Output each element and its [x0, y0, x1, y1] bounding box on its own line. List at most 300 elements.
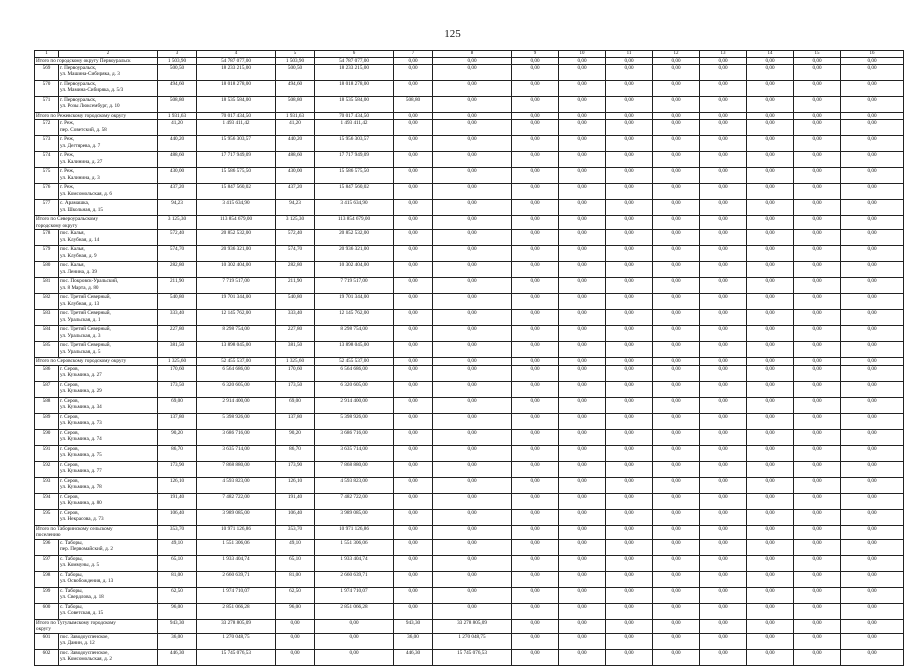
value-cell: 0,00: [653, 262, 700, 278]
value-cell: 0,00: [700, 509, 747, 525]
row-number: 577: [35, 200, 59, 216]
value-cell: 0,00: [653, 555, 700, 571]
value-cell: 0,00: [700, 397, 747, 413]
value-cell: 0,00: [394, 477, 433, 493]
value-cell: 0,00: [700, 168, 747, 184]
value-cell: 0,00: [700, 381, 747, 397]
value-cell: 15 847 560,02: [197, 184, 276, 200]
value-cell: 0,00: [653, 381, 700, 397]
value-cell: 106,40: [158, 509, 197, 525]
value-cell: 0,00: [747, 358, 794, 365]
value-cell: 0,00: [606, 342, 653, 358]
value-cell: 943,30: [158, 619, 197, 633]
column-number-row: [35, 51, 904, 58]
value-cell: 2 660 639,71: [315, 571, 394, 587]
value-cell: 211,90: [158, 278, 197, 294]
value-cell: 0,00: [653, 278, 700, 294]
value-cell: 62,50: [158, 587, 197, 603]
total-label: [35, 525, 158, 539]
total-row: [35, 358, 904, 365]
value-cell: 0,00: [394, 184, 433, 200]
value-cell: 0,00: [606, 278, 653, 294]
address-street: ул. Свердлова, д. 18: [60, 593, 104, 600]
address-street: ул. Кузьмина, д. 75: [60, 451, 102, 458]
table-row: [35, 168, 904, 184]
value-cell: 3 415 634,90: [315, 200, 394, 216]
total-label-line: Итого по Североуральскому: [36, 216, 99, 223]
value-cell: 0,00: [606, 97, 653, 113]
address-street: ул. 8 Марта, д. 80: [60, 284, 99, 291]
value-cell: 0,00: [394, 246, 433, 262]
value-cell: 0,00: [433, 397, 512, 413]
value-cell: 0,00: [559, 246, 606, 262]
value-cell: 1 270 048,75: [197, 633, 276, 649]
value-cell: 0,00: [394, 262, 433, 278]
value-cell: 52 455 537,00: [197, 358, 276, 365]
value-cell: 282,80: [158, 262, 197, 278]
row-number: 601: [35, 633, 59, 649]
table-row: [35, 413, 904, 429]
value-cell: 70 017 434,50: [315, 113, 394, 120]
value-cell: 0,00: [794, 539, 841, 555]
value-cell: 4 593 823,00: [315, 477, 394, 493]
value-cell: 1 933 404,74: [197, 555, 276, 571]
value-cell: 0,00: [747, 184, 794, 200]
value-cell: 0,00: [747, 555, 794, 571]
value-cell: 0,00: [841, 429, 904, 445]
address-locality: пос. Третий Северный,: [60, 326, 111, 333]
value-cell: 0,00: [747, 619, 794, 633]
value-cell: 0,00: [559, 493, 606, 509]
value-cell: 0,00: [606, 152, 653, 168]
value-cell: 69,00: [276, 397, 315, 413]
value-cell: 0,00: [700, 310, 747, 326]
value-cell: 0,00: [700, 65, 747, 81]
value-cell: 0,00: [747, 429, 794, 445]
value-cell: 0,00: [747, 397, 794, 413]
address-street: ул. Машина-Сибиряка, д. 3: [60, 71, 120, 78]
value-cell: 0,00: [841, 649, 904, 665]
value-cell: 0,00: [433, 120, 512, 136]
address-cell: [59, 246, 158, 262]
value-cell: 15 745 076,53: [197, 649, 276, 665]
value-cell: 0,00: [794, 445, 841, 461]
address-cell: [59, 509, 158, 525]
value-cell: 113 854 679,00: [315, 216, 394, 230]
value-cell: 0,00: [794, 246, 841, 262]
table-row: [35, 294, 904, 310]
value-cell: 15 956 303,57: [315, 136, 394, 152]
value-cell: 3 686 716,00: [197, 429, 276, 445]
row-number: 591: [35, 445, 59, 461]
value-cell: 0,00: [512, 326, 559, 342]
value-cell: 0,00: [747, 81, 794, 97]
value-cell: 508,80: [158, 97, 197, 113]
value-cell: 0,00: [559, 200, 606, 216]
value-cell: 0,00: [700, 326, 747, 342]
value-cell: 0,00: [794, 200, 841, 216]
row-number: 573: [35, 136, 59, 152]
value-cell: 17 717 949,09: [197, 152, 276, 168]
value-cell: 3 415 634,90: [197, 200, 276, 216]
address-locality: г. Серов,: [60, 493, 79, 500]
value-cell: 0,00: [700, 120, 747, 136]
value-cell: 0,00: [512, 461, 559, 477]
value-cell: 0,00: [653, 230, 700, 246]
value-cell: 0,00: [512, 136, 559, 152]
value-cell: 0,00: [606, 216, 653, 230]
value-cell: 0,00: [559, 619, 606, 633]
address-locality: пос. Калья,: [60, 262, 85, 269]
table-row: [35, 477, 904, 493]
value-cell: 0,00: [512, 649, 559, 665]
value-cell: 0,00: [606, 603, 653, 619]
value-cell: 1 493 411,42: [197, 120, 276, 136]
value-cell: 0,00: [394, 603, 433, 619]
value-cell: 508,80: [276, 97, 315, 113]
value-cell: 69,00: [158, 397, 197, 413]
value-cell: 126,10: [158, 477, 197, 493]
address-cell: [59, 168, 158, 184]
column-number: 13: [700, 51, 747, 58]
value-cell: 106,40: [276, 509, 315, 525]
value-cell: 10 302 404,00: [315, 262, 394, 278]
value-cell: 137,80: [158, 413, 197, 429]
value-cell: 41,20: [158, 120, 197, 136]
column-number: 12: [653, 51, 700, 58]
value-cell: 170,60: [276, 365, 315, 381]
value-cell: 488,60: [158, 152, 197, 168]
value-cell: 0,00: [794, 152, 841, 168]
value-cell: 0,00: [841, 294, 904, 310]
value-cell: 0,00: [394, 381, 433, 397]
column-number: 15: [794, 51, 841, 58]
value-cell: 0,00: [512, 493, 559, 509]
value-cell: 0,00: [606, 477, 653, 493]
column-number: 16: [841, 51, 904, 58]
address-locality: г. Серов,: [60, 429, 79, 436]
value-cell: 0,00: [794, 525, 841, 539]
value-cell: 1 270 048,75: [433, 633, 512, 649]
table-row: [35, 571, 904, 587]
value-cell: 0,00: [700, 136, 747, 152]
value-cell: 0,00: [841, 200, 904, 216]
value-cell: 0,00: [747, 603, 794, 619]
row-number: 594: [35, 493, 59, 509]
value-cell: 437,20: [276, 184, 315, 200]
value-cell: 0,00: [433, 184, 512, 200]
value-cell: 0,00: [700, 571, 747, 587]
value-cell: 0,00: [841, 310, 904, 326]
value-cell: 0,00: [606, 81, 653, 97]
row-number: 583: [35, 310, 59, 326]
table-row: [35, 200, 904, 216]
value-cell: 0,00: [512, 120, 559, 136]
address-cell: [59, 381, 158, 397]
address-street: ул. Уральская, д. 1: [60, 316, 101, 323]
value-cell: 0,00: [841, 278, 904, 294]
value-cell: 0,00: [653, 603, 700, 619]
value-cell: 7 482 722,00: [197, 493, 276, 509]
value-cell: 0,00: [512, 184, 559, 200]
value-cell: 0,00: [794, 342, 841, 358]
value-cell: 0,00: [653, 168, 700, 184]
value-cell: 0,00: [559, 571, 606, 587]
address-locality: г. Реж,: [60, 120, 75, 127]
address-cell: [59, 136, 158, 152]
value-cell: 0,00: [559, 97, 606, 113]
address-locality: с. Арамашка,: [60, 200, 90, 207]
value-cell: 81,00: [158, 571, 197, 587]
value-cell: 0,00: [559, 326, 606, 342]
value-cell: 0,00: [394, 509, 433, 525]
address-locality: г. Серов,: [60, 461, 79, 468]
value-cell: 0,00: [794, 310, 841, 326]
value-cell: 173,90: [158, 461, 197, 477]
value-cell: 13 898 045,00: [197, 342, 276, 358]
value-cell: 0,00: [700, 246, 747, 262]
value-cell: 0,00: [794, 619, 841, 633]
value-cell: 0,00: [559, 413, 606, 429]
value-cell: 10 302 404,00: [197, 262, 276, 278]
value-cell: 227,80: [276, 326, 315, 342]
address-locality: пос. Калья,: [60, 246, 85, 253]
value-cell: 0,00: [700, 649, 747, 665]
value-cell: 0,00: [841, 58, 904, 65]
table-body: [35, 51, 904, 666]
value-cell: 0,00: [841, 246, 904, 262]
value-cell: 0,00: [794, 461, 841, 477]
value-cell: 0,00: [841, 216, 904, 230]
value-cell: 173,90: [276, 461, 315, 477]
value-cell: 0,00: [747, 461, 794, 477]
address-cell: [59, 461, 158, 477]
value-cell: 0,00: [700, 81, 747, 97]
value-cell: 0,00: [512, 619, 559, 633]
value-cell: 6 564 686,00: [315, 365, 394, 381]
value-cell: 227,80: [158, 326, 197, 342]
value-cell: 0,00: [606, 633, 653, 649]
value-cell: 0,00: [559, 136, 606, 152]
value-cell: 0,00: [433, 113, 512, 120]
value-cell: 0,00: [700, 525, 747, 539]
value-cell: 0,00: [794, 113, 841, 120]
value-cell: 0,00: [559, 65, 606, 81]
value-cell: 0,00: [747, 649, 794, 665]
column-number: 3: [158, 51, 197, 58]
value-cell: 137,80: [276, 413, 315, 429]
value-cell: 3 635 714,00: [197, 445, 276, 461]
row-number: 581: [35, 278, 59, 294]
address-street: ул. Кузьмина, д. 78: [60, 483, 102, 490]
value-cell: 1 503,90: [158, 58, 197, 65]
address-street: ул. Клубная, д. 9: [60, 252, 97, 259]
value-cell: 0,00: [606, 493, 653, 509]
value-cell: 0,00: [433, 413, 512, 429]
value-cell: 282,80: [276, 262, 315, 278]
value-cell: 0,00: [841, 603, 904, 619]
value-cell: 0,00: [841, 555, 904, 571]
value-cell: 0,00: [433, 168, 512, 184]
address-cell: [59, 555, 158, 571]
value-cell: 0,00: [559, 168, 606, 184]
value-cell: 0,00: [653, 633, 700, 649]
value-cell: 126,10: [276, 477, 315, 493]
value-cell: 18 535 584,00: [197, 97, 276, 113]
value-cell: 113 854 679,00: [197, 216, 276, 230]
value-cell: 0,00: [433, 445, 512, 461]
value-cell: 0,00: [700, 493, 747, 509]
value-cell: 12 145 762,00: [315, 310, 394, 326]
value-cell: 49,10: [276, 539, 315, 555]
value-cell: 18 018 278,00: [315, 81, 394, 97]
value-cell: 494,60: [276, 81, 315, 97]
value-cell: 1 325,60: [158, 358, 197, 365]
total-label-line: поселению: [36, 531, 61, 538]
value-cell: 173,50: [276, 381, 315, 397]
value-cell: 15 745 076,53: [433, 649, 512, 665]
address-cell: [59, 587, 158, 603]
address-street: ул. Калинина, д. 27: [60, 158, 103, 165]
value-cell: 3 989 085,00: [197, 509, 276, 525]
value-cell: 10 971 126,86: [315, 525, 394, 539]
column-number: 14: [747, 51, 794, 58]
value-cell: 0,00: [394, 493, 433, 509]
value-cell: 0,00: [841, 113, 904, 120]
row-number: 575: [35, 168, 59, 184]
address-locality: г. Первоуральск,: [60, 97, 97, 104]
value-cell: 0,00: [559, 81, 606, 97]
value-cell: 2 851 066,28: [197, 603, 276, 619]
value-cell: 96,00: [158, 603, 197, 619]
value-cell: 0,00: [700, 184, 747, 200]
value-cell: 0,00: [653, 649, 700, 665]
value-cell: 0,00: [394, 365, 433, 381]
value-cell: 0,00: [841, 136, 904, 152]
row-number: 572: [35, 120, 59, 136]
value-cell: 0,00: [841, 358, 904, 365]
value-cell: 0,00: [653, 120, 700, 136]
address-locality: г. Первоуральск,: [60, 65, 97, 72]
value-cell: 0,00: [747, 571, 794, 587]
value-cell: 0,00: [512, 509, 559, 525]
value-cell: 191,40: [276, 493, 315, 509]
value-cell: 0,00: [747, 230, 794, 246]
row-number: 599: [35, 587, 59, 603]
value-cell: 0,00: [394, 216, 433, 230]
address-street: пер. Советский, д. 58: [60, 126, 107, 133]
total-row: [35, 216, 904, 230]
value-cell: 0,00: [559, 342, 606, 358]
value-cell: 70 017 434,50: [197, 113, 276, 120]
address-locality: г. Реж,: [60, 136, 75, 143]
value-cell: 437,20: [158, 184, 197, 200]
value-cell: 0,00: [653, 58, 700, 65]
address-cell: [59, 120, 158, 136]
address-street: ул. Ленина, д. 39: [60, 268, 97, 275]
address-locality: с. Таборы,: [60, 555, 83, 562]
value-cell: 0,00: [700, 113, 747, 120]
address-street: ул. Уральская, д. 3: [60, 332, 101, 339]
value-cell: 353,70: [276, 525, 315, 539]
value-cell: 0,00: [394, 587, 433, 603]
value-cell: 0,00: [606, 184, 653, 200]
value-cell: 0,00: [700, 152, 747, 168]
value-cell: 33 278 805,09: [433, 619, 512, 633]
value-cell: 0,00: [559, 587, 606, 603]
value-cell: 0,00: [747, 493, 794, 509]
value-cell: 0,00: [841, 365, 904, 381]
value-cell: 0,00: [606, 525, 653, 539]
table-row: [35, 509, 904, 525]
value-cell: 0,00: [653, 413, 700, 429]
address-cell: [59, 477, 158, 493]
address-cell: [59, 65, 158, 81]
column-number: 1: [35, 51, 59, 58]
table-row: [35, 555, 904, 571]
value-cell: 0,00: [747, 509, 794, 525]
address-cell: [59, 310, 158, 326]
address-locality: г. Серов,: [60, 509, 79, 516]
value-cell: 0,00: [653, 429, 700, 445]
table-row: [35, 587, 904, 603]
value-cell: 0,00: [394, 525, 433, 539]
value-cell: 0,00: [700, 619, 747, 633]
value-cell: 3 989 085,00: [315, 509, 394, 525]
row-number: 595: [35, 509, 59, 525]
value-cell: 0,00: [512, 525, 559, 539]
value-cell: 333,40: [276, 310, 315, 326]
value-cell: 0,00: [794, 65, 841, 81]
value-cell: 0,00: [433, 246, 512, 262]
value-cell: 1 933 404,74: [315, 555, 394, 571]
value-cell: 0,00: [559, 216, 606, 230]
address-locality: г. Серов,: [60, 365, 79, 372]
value-cell: 0,00: [606, 262, 653, 278]
value-cell: 0,00: [512, 200, 559, 216]
value-cell: 0,00: [700, 555, 747, 571]
value-cell: 381,50: [158, 342, 197, 358]
value-cell: 0,00: [653, 619, 700, 633]
value-cell: 8 298 754,00: [315, 326, 394, 342]
value-cell: 0,00: [841, 81, 904, 97]
address-street: ул. Мамина-Сибиряка, д. 5/3: [60, 87, 124, 94]
address-street: ул. Комсомольская, д. 6: [60, 190, 112, 197]
value-cell: 0,00: [606, 649, 653, 665]
value-cell: 0,00: [747, 120, 794, 136]
address-locality: с. Таборы,: [60, 603, 83, 610]
value-cell: 0,00: [700, 603, 747, 619]
address-street: ул. Комсомольская, д. 2: [60, 655, 112, 662]
value-cell: 0,00: [841, 65, 904, 81]
value-cell: 0,00: [841, 230, 904, 246]
value-cell: 0,00: [606, 168, 653, 184]
value-cell: 0,00: [794, 555, 841, 571]
value-cell: 0,00: [841, 184, 904, 200]
value-cell: 7 868 880,00: [315, 461, 394, 477]
row-number: 590: [35, 429, 59, 445]
value-cell: 0,00: [512, 310, 559, 326]
value-cell: 0,00: [747, 342, 794, 358]
total-row: [35, 58, 904, 65]
value-cell: 18 018 278,00: [197, 81, 276, 97]
value-cell: 20 936 321,00: [197, 246, 276, 262]
total-label: [35, 619, 158, 633]
value-cell: 0,00: [394, 230, 433, 246]
value-cell: 0,00: [512, 358, 559, 365]
value-cell: 0,00: [841, 571, 904, 587]
column-number: 4: [197, 51, 276, 58]
